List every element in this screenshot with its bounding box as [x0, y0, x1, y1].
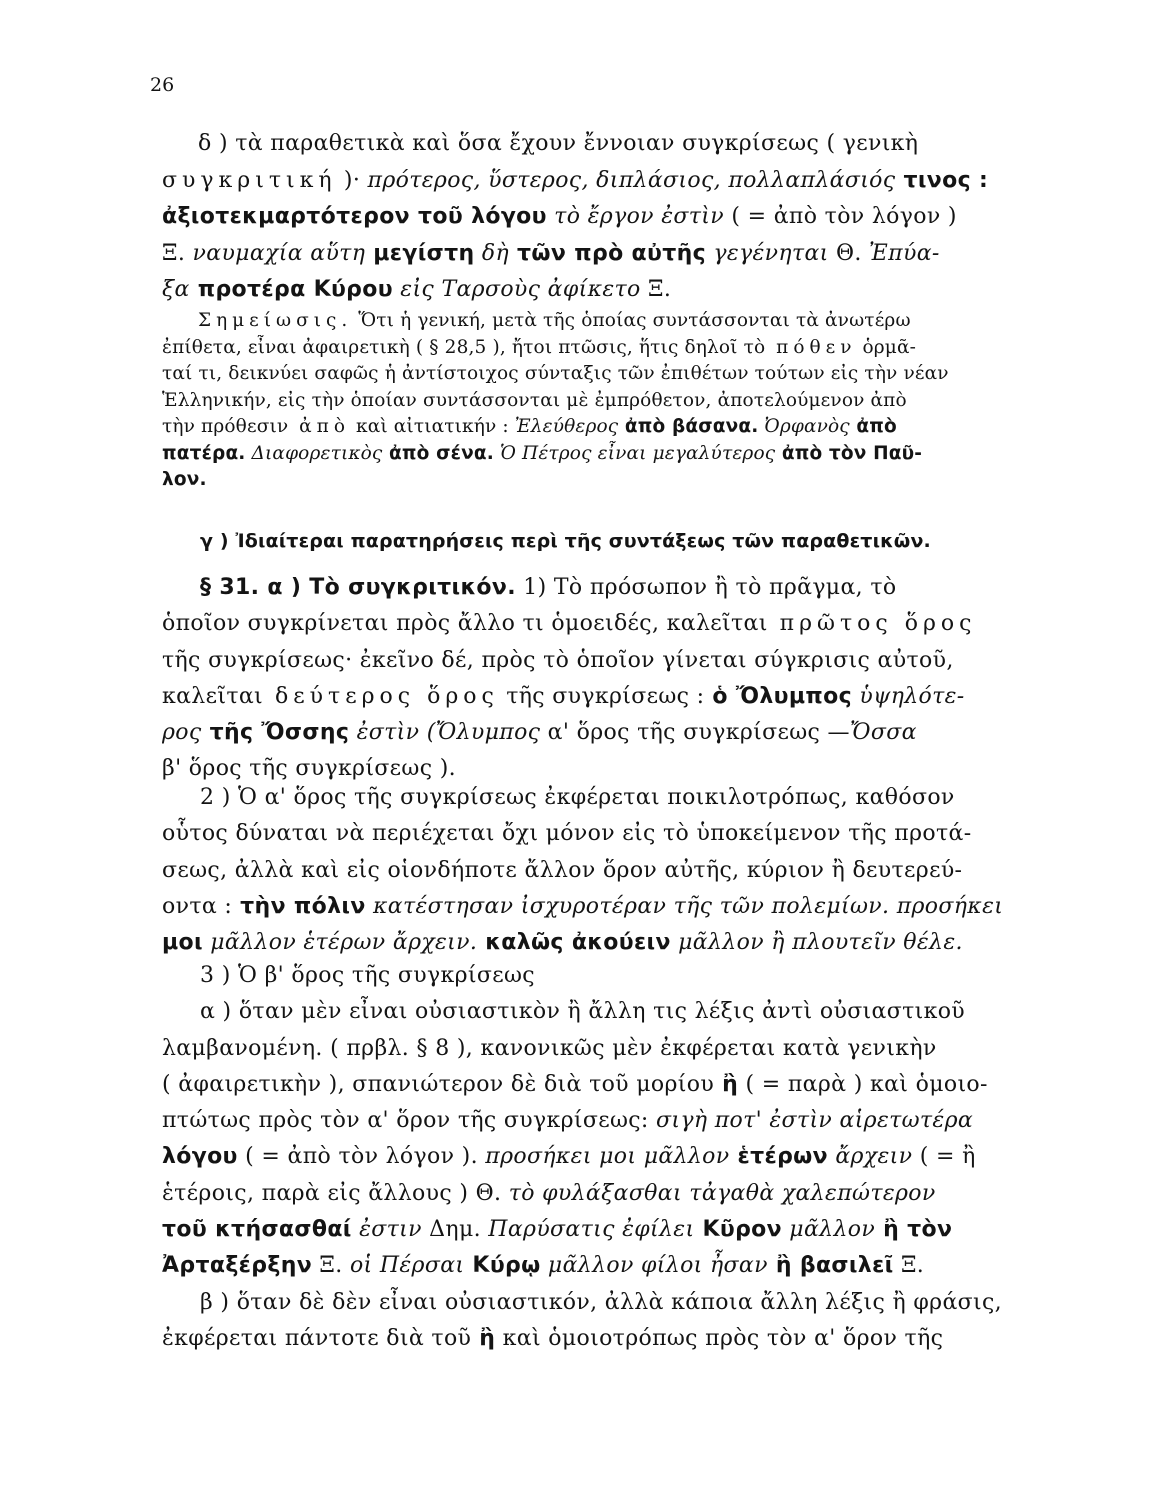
section-delta [162, 126, 1042, 309]
text-line: Ἀρταξέρξην Ξ. οἱ Πέρσαι Κύρῳ μᾶλλον φίλοι ἦσαν ἢ βασιλεῖ Ξ. [162, 1253, 925, 1279]
text-line: λαμβανομένη. ( πρβλ. § 8 ), κανονικῶς μὲν ἐκφέρεται κατὰ γενικὴν [162, 1035, 937, 1061]
text-line: Ἑλληνικήν, εἰς τὴν ὁποίαν συντάσσονται μὲ ἐμπρόθετον, ἀποτελούμενον ἀπὸ [162, 389, 907, 411]
text-line: ταί τι, δεικνύει σαφῶς ἡ ἀντίστοιχος σύνταξις τῶν ἐπιθέτων τούτων εἰς τὴν νέαν [162, 363, 949, 384]
text-line: 3 ) Ὁ β' ὅρος τῆς συγκρίσεως [200, 963, 535, 988]
text-line: ἑτέροις, παρὰ εἰς ἄλλους ) Θ. τὸ φυλάξασθαι τἀγαθὰ χαλεπώτερον [162, 1180, 936, 1206]
text-line: οντα : τὴν πόλιν κατέστησαν ἰσχυροτέραν τῆς τῶν πολεμίων. προσήκει [162, 893, 1004, 919]
text-line: σεως, ἀλλὰ καὶ εἰς οἱονδήποτε ἄλλον ὅρον αὐτῆς, κύριον ἢ δευτερεύ- [162, 857, 963, 883]
text-line: συγκριτική )· πρότερος, ὕστερος, διπλάσιος, πολλαπλάσιός τινος : [162, 167, 989, 193]
text-line: ξα προτέρα Κύρου εἰς Ταρσοὺς ἀφίκετο Ξ. [162, 277, 672, 302]
text-line: λόγου ( = ἀπὸ τὸν λόγον ). προσήκει μοι μᾶλλον ἑτέρων ἄρχειν ( = ἢ [162, 1144, 976, 1170]
text-line: τῆς συγκρίσεως· ἐκεῖνο δέ, πρὸς τὸ ὁποῖον γίνεται σύγκρισις αὐτοῦ, [162, 647, 954, 673]
paragraph-2 [162, 780, 1042, 961]
text-line: γ ) Ἰδιαίτεραι παρατηρήσεις περὶ τῆς συντάξεως τῶν παραθετικῶν. [200, 530, 931, 552]
text-line: ( ἀφαιρετικὴν ), σπανιώτερον δὲ διὰ τοῦ μορίου ἢ ( = παρὰ ) καὶ ὁμοιο- [162, 1071, 988, 1097]
text-line: καλεῖται δεύτερος ὅρος τῆς συγκρίσεως : ὁ Ὄλυμπος ὑψηλότε- [162, 683, 965, 709]
text-line: πτώτως πρὸς τὸν α' ὅρον τῆς συγκρίσεως: σιγὴ ποτ' ἐστὶν αἱρετωτέρα [162, 1108, 974, 1134]
section-31 [162, 570, 1042, 788]
text-line: § 31. α ) Τὸ συγκριτικόν. 1) Τὸ πρόσωπον ἢ τὸ πρᾶγμα, τὸ [200, 575, 897, 600]
text-line: Σημείωσις. Ὅτι ἡ γενική, μετὰ τῆς ὁποίας συντάσσονται τὰ ἀνωτέρω [198, 310, 911, 331]
text-line: Ξ. ναυμαχία αὕτη μεγίστη δὴ τῶν πρὸ αὐτῆς γεγένηται Θ. Ἐπύα- [162, 240, 940, 266]
text-line: β' ὅρος τῆς συγκρίσεως ). [162, 756, 457, 782]
text-line: β ) ὅταν δὲ δὲν εἶναι οὐσιαστικόν, ἀλλὰ κάποια ἄλλη λέξις ἢ φράσις, [200, 1289, 1003, 1315]
section-note [162, 308, 1042, 494]
text-line: πατέρα. Διαφορετικὸς ἀπὸ σένα. Ὁ Πέτρος εἶναι μεγαλύτερος ἀπὸ τὸν Παῦ- [162, 442, 923, 464]
text-line: μοι μᾶλλον ἑτέρων ἄρχειν. καλῶς ἀκούειν μᾶλλον ἢ πλουτεῖν θέλε. [162, 930, 963, 956]
text-line: ἀξιοτεκμαρτότερον τοῦ λόγου τὸ ἔργον ἐστὶν ( = ἀπὸ τὸν λόγον ) [162, 204, 957, 229]
text-line: δ ) τὰ παραθετικὰ καὶ ὅσα ἔχουν ἔννοιαν συγκρίσεως ( γενικὴ [198, 131, 919, 156]
paragraph-3 [162, 958, 1042, 1357]
text-line: τὴν πρόθεσιν ἀπὸ καὶ αἰτιατικήν : Ἐλεύθερος ἀπὸ βάσανα. Ὀρφανὸς ἀπὸ [162, 416, 897, 437]
section-gamma-heading [162, 526, 1042, 556]
text-line: ἐπίθετα, εἶναι ἀφαιρετικὴ ( § 28,5 ), ἤτοι πτῶσις, ἥτις δηλοῖ τὸ πόθεν ὁρμᾶ- [162, 336, 917, 358]
text-line: α ) ὅταν μὲν εἶναι οὐσιαστικὸν ἢ ἄλλη τις λέξις ἀντὶ οὐσιαστικοῦ [200, 999, 966, 1025]
page-number: 26 [150, 74, 175, 96]
text-line: ὁποῖον συγκρίνεται πρὸς ἄλλο τι ὁμοειδές, καλεῖται πρῶτος ὅρος [162, 611, 977, 637]
text-line: τοῦ κτήσασθαί ἐστιν Δημ. Παρύσατις ἐφίλει Κῦρον μᾶλλον ἢ τὸν [162, 1217, 953, 1243]
text-line: οὗτος δύναται νὰ περιέχεται ὄχι μόνον εἰς τὸ ὑποκείμενον τῆς προτά- [162, 821, 972, 847]
text-line: λον. [162, 469, 207, 490]
text-line: ἐκφέρεται πάντοτε διὰ τοῦ ἢ καὶ ὁμοιοτρόπως πρὸς τὸν α' ὅρον τῆς [162, 1325, 944, 1351]
text-line: ρος τῆς Ὄσσης ἐστὶν (Ὄλυμπος α' ὅρος τῆς συγκρίσεως —Ὄσσα [162, 720, 917, 746]
text-line: 2 ) Ὁ α' ὅρος τῆς συγκρίσεως ἐκφέρεται ποικιλοτρόπως, καθόσον [200, 785, 955, 810]
